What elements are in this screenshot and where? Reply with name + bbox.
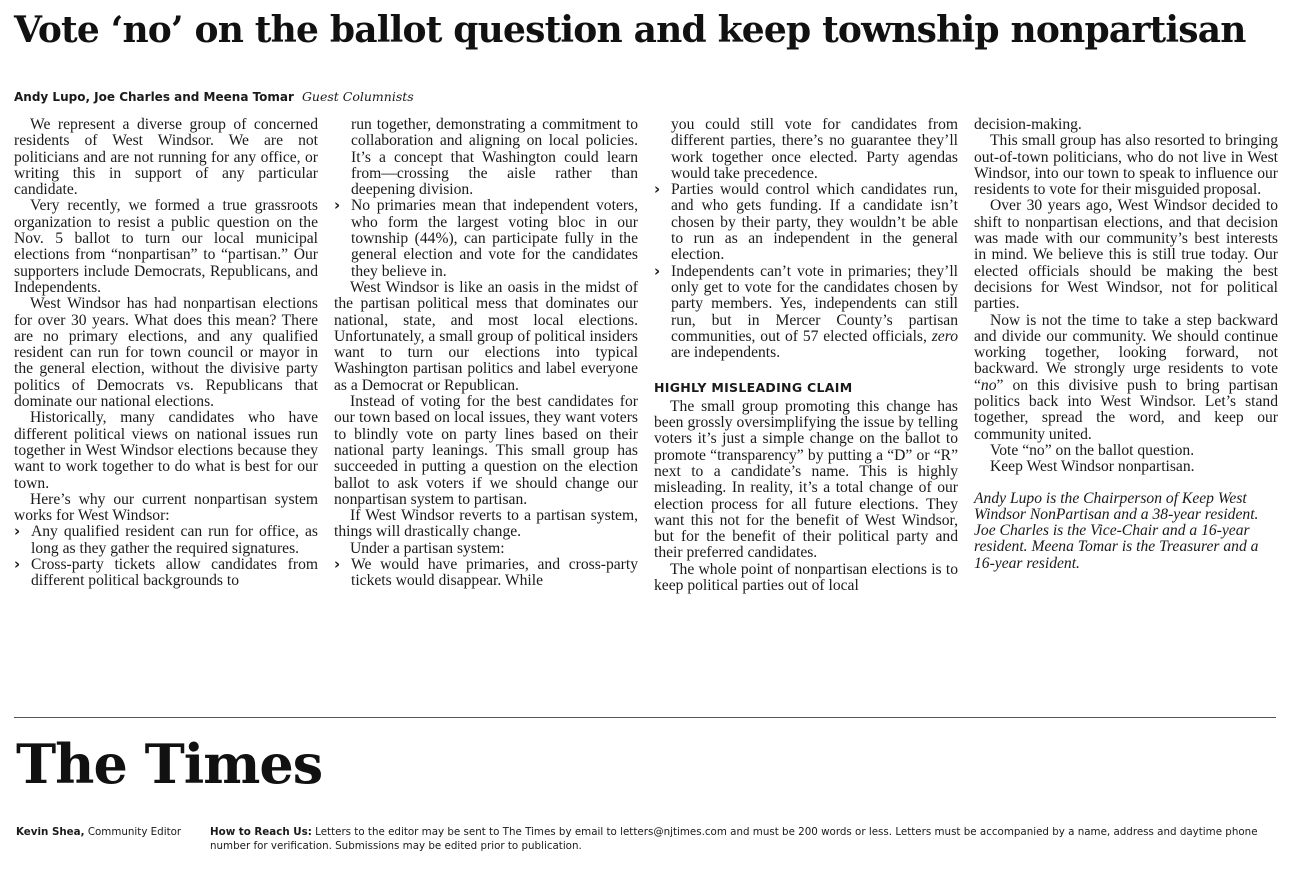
contact-label: How to Reach Us: <box>210 826 312 838</box>
paragraph: Instead of voting for the best candidates for our town based on local issues, they want voters to blindly vote on party lines based on their national party leanings. This small group has succeeded in putting a question on the election ballot to ask voters if we should change our nonpartisan system to partisan. <box>334 393 638 508</box>
paragraph-text: ” on this divisive push to bring partisan politics back into West Windsor. Let’s stand together, spread the word, and keep our community united. <box>974 376 1278 443</box>
bullet-item: › We would have primaries, and cross-party tickets would disappear. While <box>334 557 638 590</box>
bullet-item <box>654 264 958 362</box>
paragraph: Very recently, we formed a true grassroots organization to resist a public question on the Nov. 5 ballot to turn our local municipal elections from “nonpartisan” to “partisan.” Our supporters include Democrats, Republicans, and Independents. <box>14 197 318 296</box>
paragraph <box>974 313 1278 443</box>
bullet-item: › Parties would control which candidates run, and who gets funding. If a candidate isn’t chosen by their party, they wouldn’t be able to run as an independent in the general election. <box>654 182 958 263</box>
contact-info <box>210 825 1266 853</box>
paragraph: If West Windsor reverts to a partisan system, things will drastically change. <box>334 507 638 541</box>
author-names: Andy Lupo, Joe Charles and Meena Tomar <box>14 90 294 104</box>
bullet-item: › Any qualified resident can run for office, as long as they gather the required signatures. <box>14 524 318 557</box>
paragraph: decision-making. <box>974 116 1082 133</box>
column-3 <box>654 117 958 707</box>
section-subhead: HIGHLY MISLEADING CLAIM <box>654 380 853 396</box>
paragraph: West Windsor has had nonpartisan elections for over 30 years. What does this mean? There are no primary elections, and any qualified resident can run for town council or mayor in the general election, without the divisive party politics of Democrats vs. Republicans that dominate our national elections. <box>14 295 318 411</box>
bullet-item: › No primaries mean that independent voters, who form the largest voting bloc in our township (44%), can participate fully in the general election and vote for the candidates they believe in. <box>334 198 638 279</box>
paragraph: The whole point of nonpartisan elections is to keep political parties out of local <box>654 560 958 595</box>
column-2 <box>334 117 638 707</box>
bullet-list <box>334 198 638 279</box>
paragraph: run together, demonstrating a commitment to collaboration and aligning on local policies. It’s a concept that Washington could learn from—crossing the aisle rather than deepening division. <box>351 116 638 199</box>
bullet-text: Independents can’t vote in primaries; they’ll only get to vote for the candidates chosen by party members. Yes, independents can still run, but in Mercer County’s partisan communities, out of 57 elected officials, <box>671 262 958 345</box>
paragraph: We represent a diverse group of concerned residents of West Windsor. We are not politicians and are not running for any office, or writing this in support of any particular candidate. <box>14 116 318 199</box>
column-1 <box>14 117 318 707</box>
paragraph: Here’s why our current nonpartisan system works for West Windsor: <box>14 490 318 525</box>
article-headline: Vote ‘no’ on the ballot question and keep township nonpartisan <box>14 9 1246 51</box>
byline <box>14 89 414 105</box>
paragraph: you could still vote for candidates from different parties, there’s no guarantee they’ll work together once elected. Party agendas would take precedence. <box>671 116 958 182</box>
footer <box>16 825 1266 853</box>
paragraph: Vote “no” on the ballot question. <box>990 441 1195 459</box>
paragraph: The small group promoting this change has been grossly oversimplifying the issue by telling voters it’s just a simple change on the ballot to promote “transparency” by putting a “D” or “R” next to a candidate’s name. This is highly misleading. In reality, it’s a total change of our election process for all future elections. They want this not for the benefit of West Windsor, but for the benefit of their political party and their preferred candidates. <box>654 397 958 562</box>
contact-text: Letters to the editor may be sent to The Times by email to letters@njtimes.com and must be 200 words or less. Letters must be accompanied by a name, address and daytime phone number for verification. Submissions may be edited prior to publication. <box>210 826 1258 852</box>
author-role: Guest Columnists <box>301 89 414 104</box>
column-4 <box>974 117 1278 707</box>
paragraph: Keep West Windsor nonpartisan. <box>990 458 1195 476</box>
paragraph: West Windsor is like an oasis in the midst of the partisan political mess that dominates our national, state, and most local elections. Unfortunately, a small group of political insiders want to turn our elections into typical Washington partisan politics and label everyone as a Democrat or Republican. <box>334 278 638 394</box>
editor-credit <box>16 825 210 853</box>
bullet-list <box>14 524 318 589</box>
emphasis: zero <box>931 327 959 345</box>
article-body <box>14 117 1279 707</box>
paragraph: Under a partisan system: <box>350 539 505 557</box>
paragraph: This small group has also resorted to bringing out-of-town politicians, who do not live in West Windsor, into our town to speak to influence our residents to vote for their misguided proposal. <box>974 132 1278 199</box>
bullet-list <box>654 182 958 361</box>
masthead-logo: The Times <box>16 732 323 796</box>
bullet-item: › Cross-party tickets allow candidates from different political backgrounds to <box>14 557 318 590</box>
paragraph: Historically, many candidates who have different political views on national issues run together in West Windsor elections because they want to work together to do what is best for our town. <box>14 409 318 492</box>
paragraph-text: Now is not the time to take a step backward and divide our community. We should continue working together, looking forward, not backward. We strongly urge residents to vote “ <box>974 311 1278 394</box>
editor-name: Kevin Shea, <box>16 826 85 838</box>
editor-role: Community Editor <box>87 826 182 838</box>
bullet-text: are independents. <box>671 344 781 362</box>
author-bio: Andy Lupo is the Chairperson of Keep West Windsor NonPartisan and a 38-year resident. Joe Charles is the Vice-Chair and a 16-year resident. Meena Tomar is the Treasurer and a 16-year resident. <box>974 489 1259 572</box>
bullet-list <box>334 557 638 590</box>
emphasis: no <box>980 376 997 394</box>
divider <box>14 717 1276 718</box>
paragraph: Over 30 years ago, West Windsor decided to shift to nonpartisan elections, and that decision was made with our community’s best interests in mind. We believe this is still true today. Our elected officials should be making the best decisions for West Windsor, not for political parties. <box>974 197 1278 313</box>
